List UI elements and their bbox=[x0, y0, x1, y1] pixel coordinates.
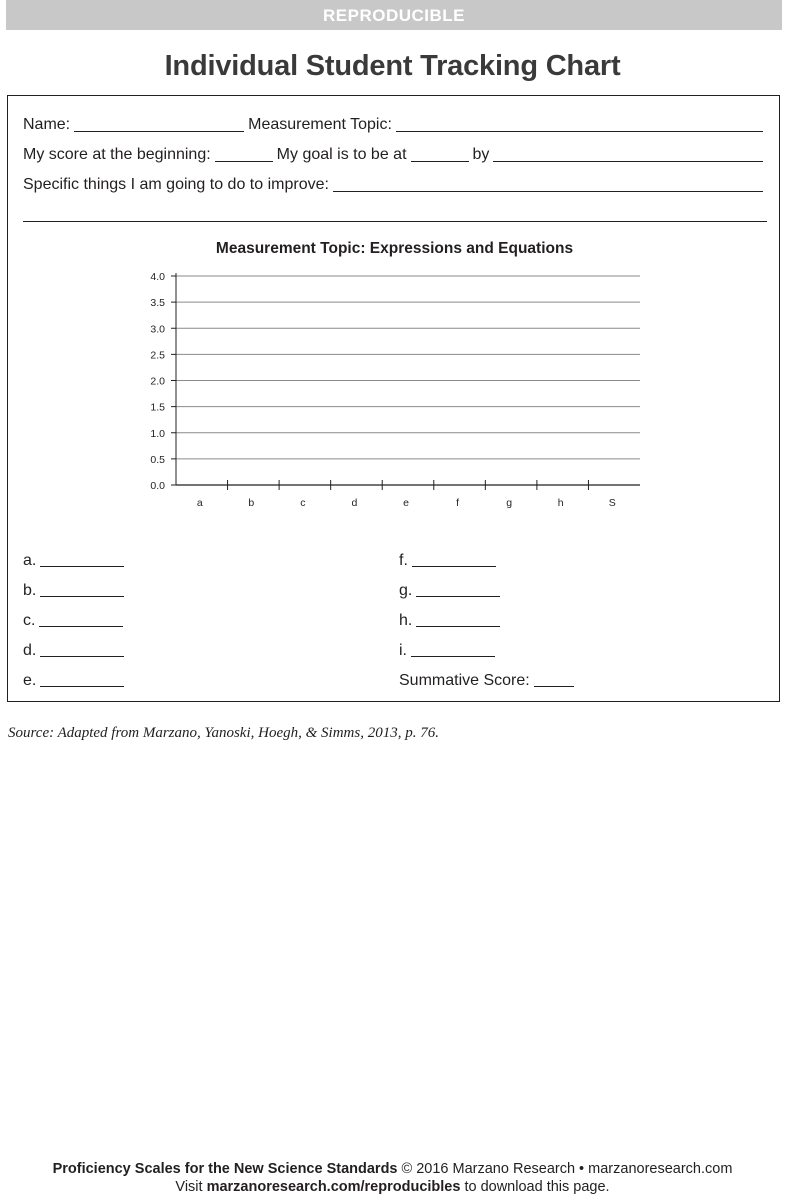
name-field[interactable] bbox=[74, 130, 244, 132]
answer-label: f. bbox=[399, 552, 408, 569]
name-topic-row bbox=[23, 116, 767, 135]
score-begin-field[interactable] bbox=[215, 160, 273, 162]
answer-row bbox=[23, 612, 127, 630]
by-label: by bbox=[472, 146, 490, 163]
footer-line-2 bbox=[0, 1178, 785, 1196]
answer-field[interactable] bbox=[39, 625, 123, 627]
goal-label: My goal is to be at bbox=[276, 146, 407, 163]
answer-field[interactable] bbox=[416, 595, 500, 597]
x-tick-label: c bbox=[300, 497, 306, 509]
answer-row bbox=[23, 582, 128, 600]
by-date-field[interactable] bbox=[493, 160, 763, 162]
x-tick-label: g bbox=[506, 497, 513, 509]
answer-row bbox=[399, 612, 504, 630]
answer-label: d. bbox=[23, 642, 37, 659]
answer-field[interactable] bbox=[412, 565, 496, 567]
goal-field[interactable] bbox=[411, 160, 469, 162]
page-footer bbox=[0, 1160, 785, 1196]
summative-label: Summative Score: bbox=[399, 672, 530, 689]
answer-row bbox=[399, 552, 500, 570]
improve-label: Specific things I am going to do to improve: bbox=[23, 176, 329, 193]
answer-field[interactable] bbox=[40, 595, 124, 597]
topic-label: Measurement Topic: bbox=[248, 116, 392, 133]
score-goal-row bbox=[23, 146, 767, 165]
answer-row bbox=[399, 642, 499, 660]
answer-label: a. bbox=[23, 552, 37, 569]
answer-field[interactable] bbox=[40, 685, 124, 687]
answer-label: g. bbox=[399, 582, 413, 599]
x-tick-label: b bbox=[248, 497, 255, 509]
x-tick-label: a bbox=[196, 497, 203, 509]
download-text: to download this page. bbox=[460, 1179, 610, 1195]
x-tick-label: d bbox=[351, 497, 358, 509]
answer-label: b. bbox=[23, 582, 37, 599]
y-tick-label: 3.0 bbox=[150, 323, 165, 336]
summative-row bbox=[399, 672, 578, 690]
y-tick-label: 1.0 bbox=[150, 427, 165, 440]
footer-line-1 bbox=[0, 1160, 785, 1178]
y-tick-label: 1.5 bbox=[150, 401, 165, 414]
answer-label: e. bbox=[23, 672, 37, 689]
reproducible-banner: REPRODUCIBLE bbox=[6, 0, 782, 30]
y-tick-label: 3.5 bbox=[150, 297, 165, 310]
answer-field[interactable] bbox=[416, 625, 500, 627]
improve-row bbox=[23, 176, 767, 195]
y-tick-label: 4.0 bbox=[150, 271, 165, 283]
answer-field[interactable] bbox=[40, 565, 124, 567]
topic-field[interactable] bbox=[396, 130, 763, 132]
x-tick-label: f bbox=[456, 497, 460, 509]
visit-text: Visit bbox=[175, 1179, 207, 1195]
y-tick-label: 2.0 bbox=[150, 375, 165, 388]
score-begin-label: My score at the beginning: bbox=[23, 146, 211, 163]
y-tick-label: 2.5 bbox=[150, 349, 165, 362]
tracking-form bbox=[7, 95, 780, 702]
summative-field[interactable] bbox=[534, 685, 574, 687]
answer-label: h. bbox=[399, 612, 413, 629]
book-title: Proficiency Scales for the New Science Standards bbox=[52, 1161, 398, 1177]
source-citation: Source: Adapted from Marzano, Yanoski, Hoegh, & Simms, 2013, p. 76. bbox=[8, 725, 439, 741]
chart-title: Measurement Topic: Expressions and Equations bbox=[215, 240, 574, 257]
answer-label: c. bbox=[23, 612, 36, 629]
y-tick-label: 0.5 bbox=[150, 453, 165, 466]
copyright-text: © 2016 Marzano Research • marzanoresearch.com bbox=[397, 1161, 733, 1177]
answer-label: i. bbox=[399, 642, 407, 659]
x-tick-label: e bbox=[403, 497, 409, 509]
tracking-chart bbox=[8, 261, 781, 509]
reproducibles-link[interactable]: marzanoresearch.com/reproducibles bbox=[206, 1179, 461, 1195]
improve-field[interactable] bbox=[333, 190, 763, 192]
improve-field-line-2[interactable] bbox=[23, 221, 767, 222]
answer-row bbox=[23, 642, 128, 660]
x-tick-label: h bbox=[557, 497, 564, 509]
x-tick-label: S bbox=[608, 497, 616, 509]
y-tick-label: 0.0 bbox=[150, 480, 165, 492]
answer-row bbox=[23, 672, 128, 690]
answer-row bbox=[23, 552, 128, 570]
answer-field[interactable] bbox=[40, 655, 124, 657]
page-title: Individual Student Tracking Chart bbox=[164, 50, 621, 82]
answer-row bbox=[399, 582, 504, 600]
answer-field[interactable] bbox=[411, 655, 495, 657]
name-label: Name: bbox=[23, 116, 71, 133]
